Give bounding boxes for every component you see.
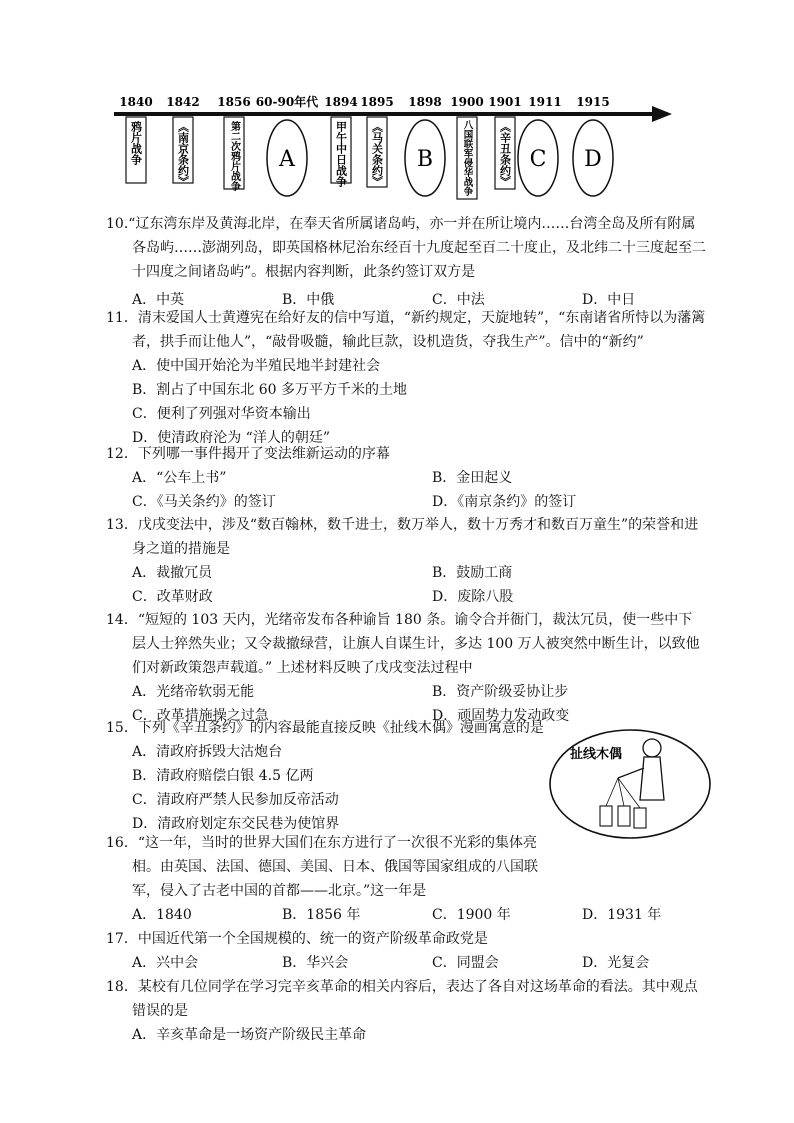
question-18 — [106, 975, 706, 1047]
q15-option-a[interactable]: A．清政府拆毁大沽炮台 — [132, 744, 283, 760]
question-18-text: 18．某校有几位同学在学习完辛亥革命的相关内容后，表达了各自对这场革命的看法。其中观点错误的是 — [106, 979, 698, 1019]
q16-option-b[interactable]: B．1856 年 — [282, 907, 361, 923]
puppet-3 — [634, 808, 646, 828]
oval-c-label: C — [529, 147, 547, 172]
q13-option-d[interactable]: D．废除八股 — [432, 589, 514, 605]
timeline-arrow-icon — [652, 106, 672, 122]
year-1911: 1911 — [528, 95, 562, 109]
q11-option-b[interactable]: B．割占了中国东北 60 多万平方千米的土地 — [132, 382, 408, 398]
event-label-eight-nation-invasion: 八国联军侵华战争 — [461, 120, 473, 196]
question-16 — [106, 831, 546, 903]
q11-option-a[interactable]: A．使中国开始沦为半殖民地半封建社会 — [132, 358, 381, 374]
puppeteer-head — [643, 739, 661, 757]
q17-option-c[interactable]: C．同盟会 — [432, 955, 499, 971]
puppet-cartoon — [548, 728, 712, 840]
q13-option-a[interactable]: A．裁撤冗员 — [132, 565, 213, 581]
question-16-options — [106, 903, 706, 927]
question-17-text: 17．中国近代第一个全国规模的、统一的资产阶级革命政党是 — [106, 931, 488, 947]
q10-option-a[interactable]: A．中英 — [132, 292, 185, 308]
year-1895: 1895 — [360, 95, 394, 109]
event-label-second-opium-war: 第二次鸦片战争 — [228, 121, 240, 191]
oval-b-label: B — [416, 147, 434, 172]
q15-option-c[interactable]: C．清政府严禁人民参加反帝活动 — [132, 792, 339, 808]
q14-option-b[interactable]: B．资产阶级妥协让步 — [432, 684, 569, 700]
q16-option-d[interactable]: D．1931 年 — [582, 907, 662, 923]
event-label-sino-japanese-war: 甲午中日战争 — [334, 121, 348, 187]
question-12 — [106, 442, 706, 514]
question-13 — [106, 513, 706, 609]
q12-option-c[interactable]: C．《马关条约》的签订 — [132, 494, 276, 510]
q14-option-c[interactable]: C．改革措施操之过急 — [132, 708, 269, 724]
event-label-nanjing-treaty: 《南京条约》 — [176, 121, 190, 187]
year-1915: 1915 — [576, 95, 610, 109]
cartoon-title: 扯线木偶 — [570, 747, 623, 762]
question-16-text: 16．“这一年，当时的世界大国们在东方进行了一次很不光彩的集体亮相。由英国、法国、德国、美国、日本、俄国等国家组成的八国联军，侵入了古老中国的首都——北京。”这一年是 — [106, 835, 538, 899]
year-1842: 1842 — [166, 95, 200, 109]
q13-option-c[interactable]: C．改革财政 — [132, 589, 213, 605]
year-1856: 1856 — [217, 95, 251, 109]
history-timeline — [0, 0, 794, 215]
question-15-text: 15．下列《辛丑条约》的内容最能直接反映《扯线木偶》漫画寓意的是 — [106, 720, 544, 736]
q18-option-a[interactable]: A．辛亥革命是一场资产阶级民主革命 — [132, 1027, 367, 1043]
question-14 — [106, 608, 706, 728]
q10-option-c[interactable]: C．中法 — [432, 292, 485, 308]
q14-option-a[interactable]: A．光绪帝软弱无能 — [132, 684, 255, 700]
q11-option-d[interactable]: D．使清政府沦为 “洋人的朝廷” — [132, 430, 330, 446]
q10-option-b[interactable]: B．中俄 — [282, 292, 335, 308]
oval-a-label: A — [279, 147, 295, 172]
question-14-text: 14．“短短的 103 天内，光绪帝发布各种谕旨 180 条。谕令合并衙门，裁汰冗员，使一些中下层人士猝然失业；又令裁撤绿营，让旗人自谋生计，多达 100 万人被突然中断生计，以致他们对新政策怨声载道。” 上述材料反映了戊戌变法过程中 — [106, 612, 700, 676]
event-label-opium-war: 鸦片战争 — [129, 121, 143, 165]
question-10 — [106, 212, 706, 312]
q15-option-b[interactable]: B．清政府赔偿白银 4.5 亿两 — [132, 768, 314, 784]
oval-d-label: D — [584, 147, 602, 172]
year-1898: 1898 — [408, 95, 442, 109]
event-label-boxer-protocol: 《辛丑条约》 — [498, 121, 512, 187]
q12-option-b[interactable]: B．金田起义 — [432, 470, 513, 486]
event-label-shimonoseki-treaty: 《马关条约》 — [370, 121, 384, 187]
q17-option-d[interactable]: D．光复会 — [582, 955, 650, 971]
q17-option-a[interactable]: A．兴中会 — [132, 955, 199, 971]
question-11 — [106, 306, 706, 450]
puppet-1 — [600, 806, 612, 826]
year-1901: 1901 — [488, 95, 522, 109]
year-1840: 1840 — [119, 95, 153, 109]
question-11-text: 11．清末爱国人士黄遵宪在给好友的信中写道，“新约规定，天旋地转”，“东南诸省所恃以为藩篱者，拱手而让他人”，“敲骨吸髓，输此巨款，设机造货，夺我生产”。信中的“新约” — [106, 310, 706, 350]
question-13-text: 13．戊戌变法中，涉及“数百翰林，数千进士，数万举人，数十万秀才和数百万童生”的荣誉和进身之道的措施是 — [106, 517, 699, 557]
year-1894: 1894 — [324, 95, 358, 109]
q14-option-d[interactable]: D．顽固势力发动政变 — [432, 708, 570, 724]
q11-option-c[interactable]: C．便利了列强对华资本输出 — [132, 406, 311, 422]
q16-option-a[interactable]: A．1840 — [132, 907, 192, 923]
year-60-90s: 60-90年代 — [255, 95, 319, 109]
q15-option-d[interactable]: D．清政府划定东交民巷为使馆界 — [132, 816, 340, 832]
q17-option-b[interactable]: B．华兴会 — [282, 955, 349, 971]
q16-option-c[interactable]: C．1900 年 — [432, 907, 511, 923]
question-17 — [106, 927, 706, 975]
question-10-text: 10.“辽东湾东岸及黄海北岸，在奉天省所属诸岛屿，亦一并在所让境内……台湾全岛及所有附属各岛屿……澎湖列岛，即英国格林尼治东经百十九度起至百二十度止，及北纬二十三度起至二十四度之间诸岛屿”。根据内容判断，此条约签订双方是 — [106, 216, 706, 280]
puppet-2 — [618, 806, 630, 826]
year-1900: 1900 — [450, 95, 484, 109]
q13-option-b[interactable]: B．鼓励工商 — [432, 565, 513, 581]
question-12-text: 12．下列哪一事件揭开了变法维新运动的序幕 — [106, 446, 390, 462]
q10-option-d[interactable]: D．中日 — [582, 292, 636, 308]
puppeteer-body — [640, 757, 664, 800]
q12-option-a[interactable]: A．“公车上书” — [132, 470, 227, 486]
q12-option-d[interactable]: D．《南京条约》的签订 — [432, 494, 577, 510]
